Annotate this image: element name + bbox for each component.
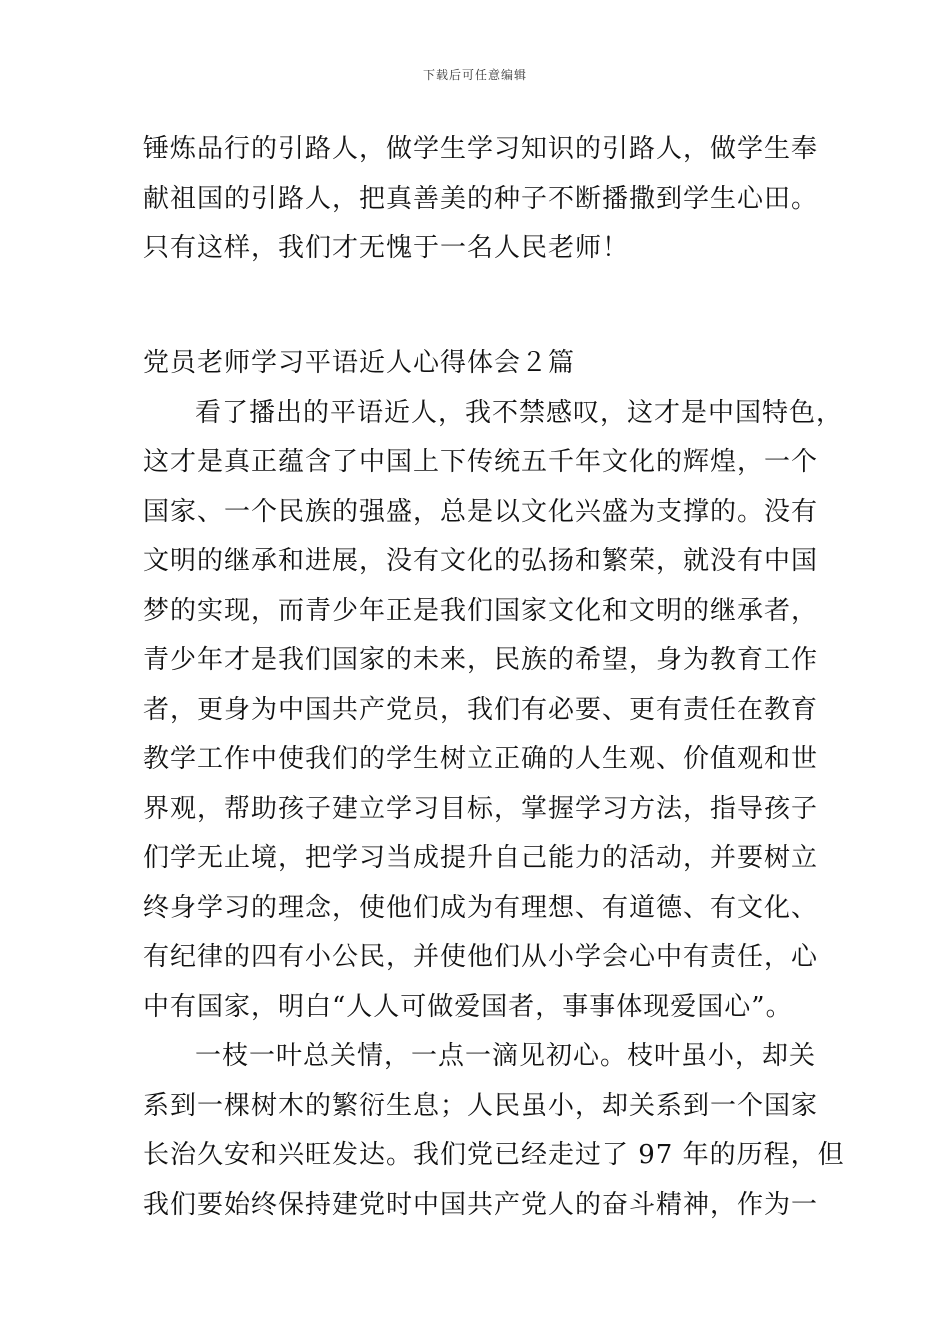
text-line: 系到一棵树木的繁衍生息；人民虽小，却关系到一个国家: [143, 1090, 819, 1121]
header-note: 下载后可任意编辑: [422, 68, 527, 82]
text-line: 看了播出的平语近人，我不禁感叹，这才是中国特色，: [195, 397, 844, 428]
text-line: 者，更身为中国共产党员，我们有必要、更有责任在教育: [143, 694, 819, 725]
text-line: 终身学习的理念，使他们成为有理想、有道德、有文化、: [143, 892, 819, 923]
text-line: 青少年才是我们国家的未来，民族的希望，身为教育工作: [143, 645, 819, 675]
text-line: 献祖国的引路人，把真善美的种子不断播撒到学生心田。: [143, 183, 819, 214]
section-heading: 党员老师学习平语近人心得体会２篇: [143, 348, 576, 378]
text-line: 界观，帮助孩子建立学习目标，掌握学习方法，指导孩子: [143, 793, 819, 824]
text-line: 中有国家，明白“人人可做爱国者，事事体现爱国心”。: [143, 991, 793, 1022]
text-line: 梦的实现，而青少年正是我们国家文化和文明的继承者，: [143, 595, 819, 626]
text-line: 这才是真正蕴含了中国上下传统五千年文化的辉煌，一个: [143, 447, 819, 477]
text-line: 国家、一个民族的强盛，总是以文化兴盛为支撑的。没有: [143, 496, 819, 527]
text-line: 一枝一叶总关情，一点一滴见初心。枝叶虽小，却关: [195, 1041, 817, 1071]
text-line: 我们要始终保持建党时中国共产党人的奋斗精神，作为一: [143, 1189, 819, 1220]
text-line: 有纪律的四有小公民，并使他们从小学会心中有责任，心: [143, 942, 819, 972]
text-line: 只有这样，我们才无愧于一名人民老师！: [143, 233, 630, 263]
blank-line: [143, 274, 823, 324]
text-line: 长治久安和兴旺发达。我们党已经走过了 97 年的历程，但: [143, 1140, 845, 1170]
text-line: 锤炼品行的引路人，做学生学习知识的引路人，做学生奉: [143, 134, 819, 164]
document-body: [143, 125, 845, 1230]
text-line: 们学无止境，把学习当成提升自己能力的活动，并要树立: [143, 843, 819, 873]
text-line: 文明的继承和进展，没有文化的弘扬和繁荣，就没有中国: [143, 546, 819, 576]
text-line: 教学工作中使我们的学生树立正确的人生观、价值观和世: [143, 744, 819, 774]
